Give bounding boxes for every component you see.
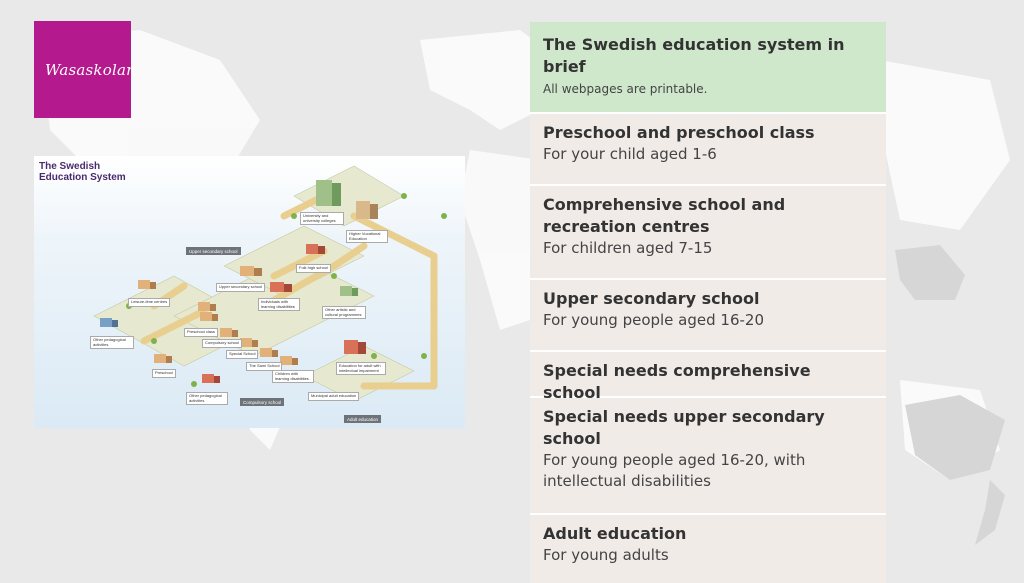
panel-item-title: Comprehensive school and recreation centres bbox=[543, 195, 786, 236]
diagram-illustration bbox=[34, 156, 465, 428]
label-preschool-class: Preschool class bbox=[184, 328, 218, 337]
label-higher-vocational: Higher Vocational Education bbox=[346, 230, 388, 243]
panel-item-special-needs-upper-secondary[interactable] bbox=[530, 398, 886, 515]
panel-header-subtitle: All webpages are printable. bbox=[543, 82, 708, 96]
diagram-title bbox=[39, 161, 126, 183]
panel-item-subtitle: For your child aged 1-6 bbox=[543, 145, 717, 163]
panel-item-title: Adult education bbox=[543, 524, 687, 543]
panel-item-comprehensive-school[interactable] bbox=[530, 186, 886, 280]
panel-item-subtitle: For young people aged 16-20 bbox=[543, 311, 764, 329]
panel-item-adult-education[interactable] bbox=[530, 515, 886, 583]
label-special-school: Special School bbox=[226, 350, 258, 359]
tag-adult-education: Adult education bbox=[344, 415, 381, 423]
panel-item-title: Preschool and preschool class bbox=[543, 123, 815, 142]
panel-item-title: Special needs comprehensive school bbox=[543, 361, 811, 402]
education-info-panel bbox=[530, 22, 886, 583]
panel-item-special-needs-comprehensive[interactable] bbox=[530, 352, 886, 402]
label-municipal-adult: Municipal adult education bbox=[308, 392, 359, 401]
label-sami-school: The Sami School bbox=[246, 362, 282, 371]
tag-upper-secondary: Upper secondary school bbox=[186, 247, 241, 255]
label-individuals-ld: Individuals with learning disabilities bbox=[258, 298, 300, 311]
diagram-title-line1: The Swedish bbox=[39, 161, 101, 172]
panel-item-subtitle: For children aged 7-15 bbox=[543, 239, 713, 257]
tag-compulsory-school: Compulsory school bbox=[240, 398, 284, 406]
label-compulsory: Compulsory school bbox=[202, 339, 242, 348]
panel-item-subtitle: For young people aged 16-20, with intellectual disabilities bbox=[543, 451, 806, 490]
panel-item-preschool[interactable] bbox=[530, 114, 886, 186]
education-system-diagram bbox=[34, 156, 465, 428]
panel-item-subtitle: For young adults bbox=[543, 546, 669, 564]
label-education-adult-id: Education for adult with intellectual impairment bbox=[336, 362, 386, 375]
label-leisure-centres: Leisure-time centres bbox=[128, 298, 170, 307]
label-upper-secondary: Upper secondary school bbox=[216, 283, 265, 292]
label-preschool: Preschool bbox=[152, 369, 176, 378]
label-other-artistic: Other artistic and cultural programmes bbox=[322, 306, 366, 319]
wasaskolan-logo bbox=[34, 21, 136, 118]
label-university: University and university colleges bbox=[300, 212, 344, 225]
diagram-title-line2: Education System bbox=[39, 172, 126, 183]
label-other-pedagogical-1: Other pedagogical activities bbox=[90, 336, 134, 349]
label-other-pedagogical-2: Other pedagogical activities bbox=[186, 392, 228, 405]
label-children-ld: Children with learning disabilities bbox=[272, 370, 314, 383]
panel-header-title: The Swedish education system in brief bbox=[543, 35, 845, 76]
panel-item-upper-secondary[interactable] bbox=[530, 280, 886, 352]
panel-item-title: Upper secondary school bbox=[543, 289, 760, 308]
label-folk-high: Folk high school bbox=[296, 264, 331, 273]
panel-item-title: Special needs upper secondary school bbox=[543, 407, 825, 448]
logo-text: Wasaskolan bbox=[45, 60, 136, 79]
panel-header bbox=[530, 22, 886, 114]
